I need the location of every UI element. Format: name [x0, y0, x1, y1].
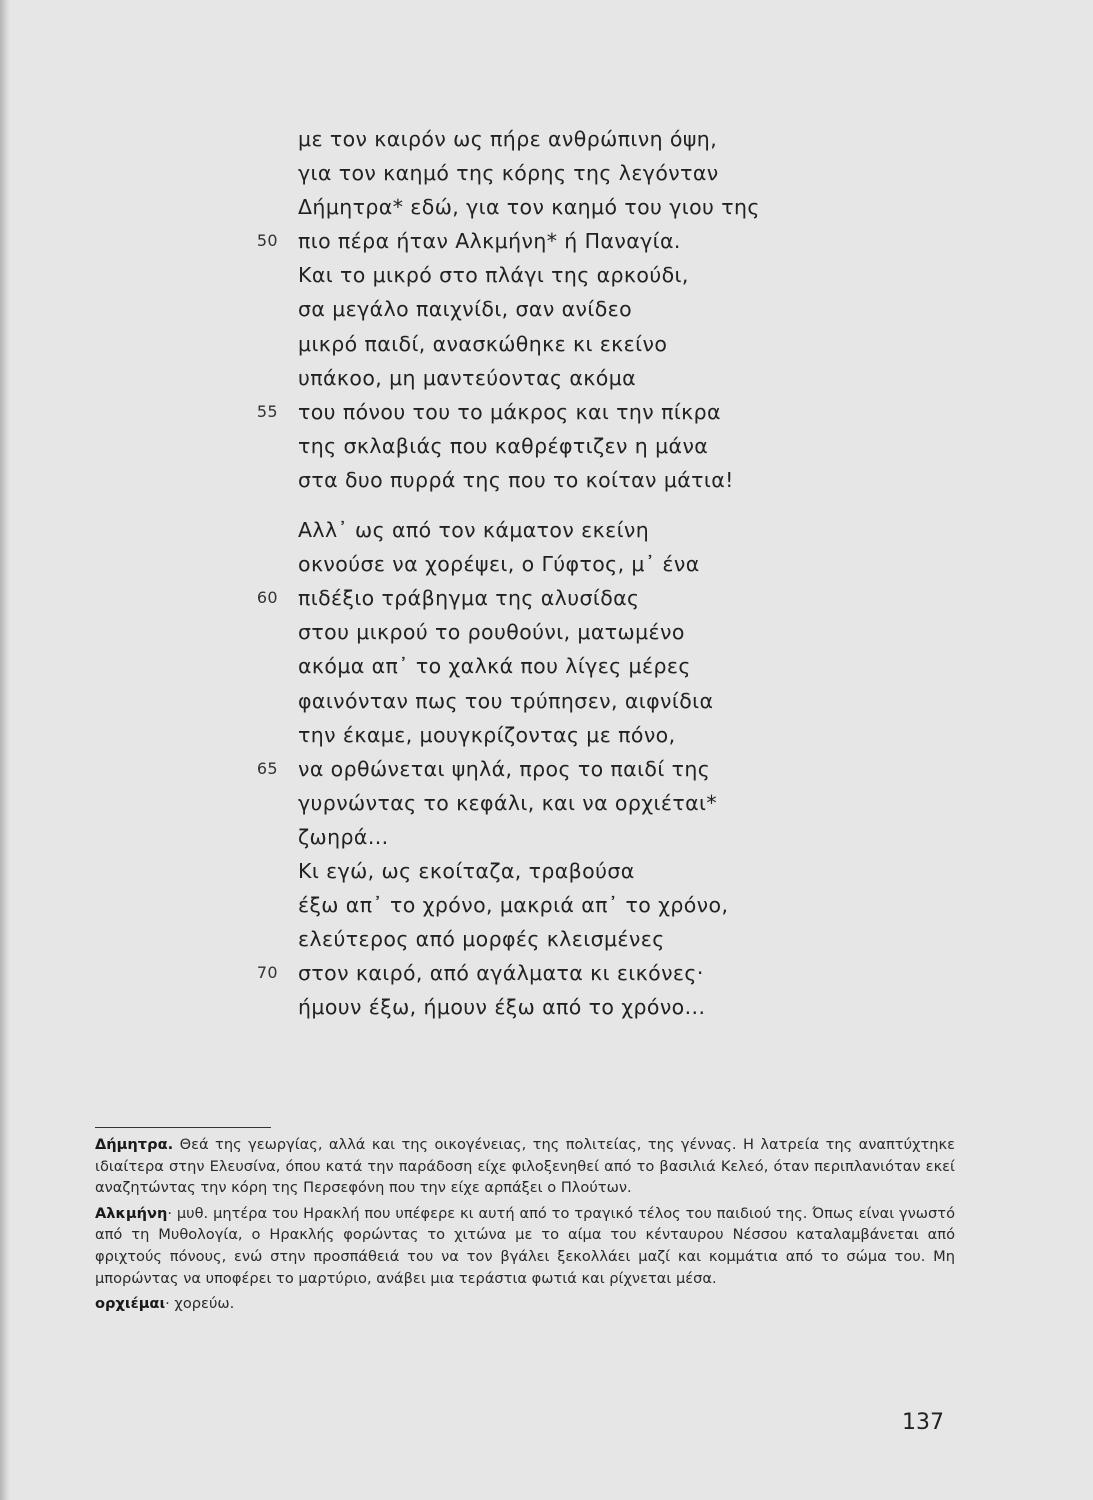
verse-line	[0, 854, 1093, 888]
verse-text: στον καιρό, από αγάλματα κι εικόνες·	[298, 961, 704, 986]
verse-text: να ορθώνεται ψηλά, προς το παιδί της	[298, 756, 711, 781]
verse-line	[0, 922, 1093, 956]
footnote	[95, 1134, 955, 1199]
line-number: 65	[256, 758, 278, 778]
verse-line	[0, 786, 1093, 820]
verse-text: της σκλαβιάς που καθρέφτιζεν η μάνα	[298, 433, 709, 458]
verse-line	[0, 547, 1093, 581]
verse-line	[0, 718, 1093, 752]
verse-line	[0, 820, 1093, 854]
verse-line	[0, 615, 1093, 649]
verse-text: μικρό παιδί, ανασκώθηκε κι εκείνο	[298, 331, 668, 356]
line-number: 55	[256, 401, 278, 421]
verse-text: την έκαμε, μουγκρίζοντας με πόνο,	[298, 722, 676, 747]
stanza-gap	[0, 497, 1093, 513]
verse-line	[0, 463, 1093, 497]
verse-line	[0, 429, 1093, 463]
verse-line	[0, 190, 1093, 224]
line-number: 60	[256, 588, 278, 608]
verse-line	[0, 122, 1093, 156]
footnote-text: Θεά της γεωργίας, αλλά και της οικογένειας, της πολιτείας, της γέννας. Η λατρεία της αναπτύχτηκε ιδιαίτερα στην Ελευσίνα, όπου κατά την παράδοση είχε φιλοξενηθεί από το βασιλιά Κελεό, όταν περιπλανιόταν εκεί αναζητώντας την κόρη της Περσεφόνη που την είχε αρπάξει ο Πλούτων.	[95, 1136, 955, 1197]
footnote	[95, 1293, 955, 1315]
verse-line	[0, 224, 1093, 258]
footnote-text: · χορεύω.	[165, 1295, 235, 1313]
verse-text: Αλλ᾽ ως από τον κάματον εκείνη	[298, 518, 650, 543]
verse-text: ελεύτερος από μορφές κλεισμένες	[298, 927, 665, 952]
footnote	[95, 1203, 955, 1289]
verse-line	[0, 156, 1093, 190]
verse-text: υπάκοο, μη μαντεύοντας ακόμα	[298, 365, 637, 390]
verse-line	[0, 888, 1093, 922]
verse-text: φαινόνταν πως του τρύπησεν, αιφνίδια	[298, 688, 714, 713]
verse-text: του πόνου του το μάκρος και την πίκρα	[298, 399, 721, 424]
poem-text	[0, 122, 1093, 1024]
footnote-separator	[95, 1127, 271, 1128]
verse-text: οκνούσε να χορέψει, ο Γύφτος, μ᾽ ένα	[298, 552, 700, 577]
verse-text: ζωηρά...	[298, 824, 389, 849]
stanza	[0, 513, 1093, 1024]
verse-line	[0, 990, 1093, 1024]
verse-line	[0, 684, 1093, 718]
verse-line	[0, 581, 1093, 615]
stanza	[0, 122, 1093, 497]
verse-text: σα μεγάλο παιχνίδι, σαν ανίδεο	[298, 297, 633, 322]
verse-text: πιδέξιο τράβηγμα της αλυσίδας	[298, 586, 640, 611]
verse-text: Δήμητρα* εδώ, για τον καημό του γιου της	[298, 195, 760, 220]
verse-line	[0, 649, 1093, 683]
page-number: 137	[902, 1410, 944, 1435]
footnote-term: Δήμητρα.	[95, 1136, 174, 1153]
verse-text: γυρνώντας το κεφάλι, και να ορχιέται*	[298, 790, 717, 815]
footnotes	[95, 1134, 955, 1319]
verse-text: για τον καημό της κόρης της λεγόνταν	[298, 161, 719, 186]
verse-line	[0, 395, 1093, 429]
verse-text: Κι εγώ, ως εκοίταζα, τραβούσα	[298, 858, 635, 883]
footnote-term: ορχιέμαι	[95, 1295, 166, 1313]
verse-line	[0, 292, 1093, 326]
verse-text: έξω απ᾽ το χρόνο, μακριά απ᾽ το χρόνο,	[298, 893, 729, 918]
verse-text: ακόμα απ᾽ το χαλκά που λίγες μέρες	[298, 654, 691, 679]
line-number: 50	[256, 231, 278, 251]
verse-line	[0, 513, 1093, 547]
verse-text: στα δυο πυρρά της που το κοίταν μάτια!	[298, 467, 734, 492]
footnote-term: Αλκμήνη	[95, 1204, 168, 1222]
verse-line	[0, 956, 1093, 990]
verse-text: ήμουν έξω, ήμουν έξω από το χρόνο...	[298, 995, 706, 1020]
verse-line	[0, 258, 1093, 292]
line-number: 70	[256, 963, 278, 983]
verse-text: Και το μικρό στο πλάγι της αρκούδι,	[298, 263, 689, 288]
footnote-text: · μυθ. μητέρα του Ηρακλή που υπέφερε κι αυτή από το τραγικό τέλος του παιδιού της. Όπως είναι γνωστό από τη Μυθολογία, ο Ηρακλής φορώντας το χιτώνα με το αίμα του κένταυρου Νέσσου καταλαμβάνεται από φριχτούς πόνους, ενώ στην προσπάθειά του να τον βγάλει ξεκολλάει μαζί και κομμάτια από το σώμα του. Μη μπορώντας να υποφέρει το μαρτύριο, ανάβει μια τεράστια φωτιά και ρίχνεται μέσα.	[95, 1204, 955, 1287]
verse-line	[0, 327, 1093, 361]
verse-text: στου μικρού το ρουθούνι, ματωμένο	[298, 620, 685, 645]
verse-line	[0, 752, 1093, 786]
verse-text: πιο πέρα ήταν Αλκμήνη* ή Παναγία.	[298, 229, 681, 254]
verse-text: με τον καιρόν ως πήρε ανθρώπινη όψη,	[298, 127, 718, 151]
verse-line	[0, 361, 1093, 395]
